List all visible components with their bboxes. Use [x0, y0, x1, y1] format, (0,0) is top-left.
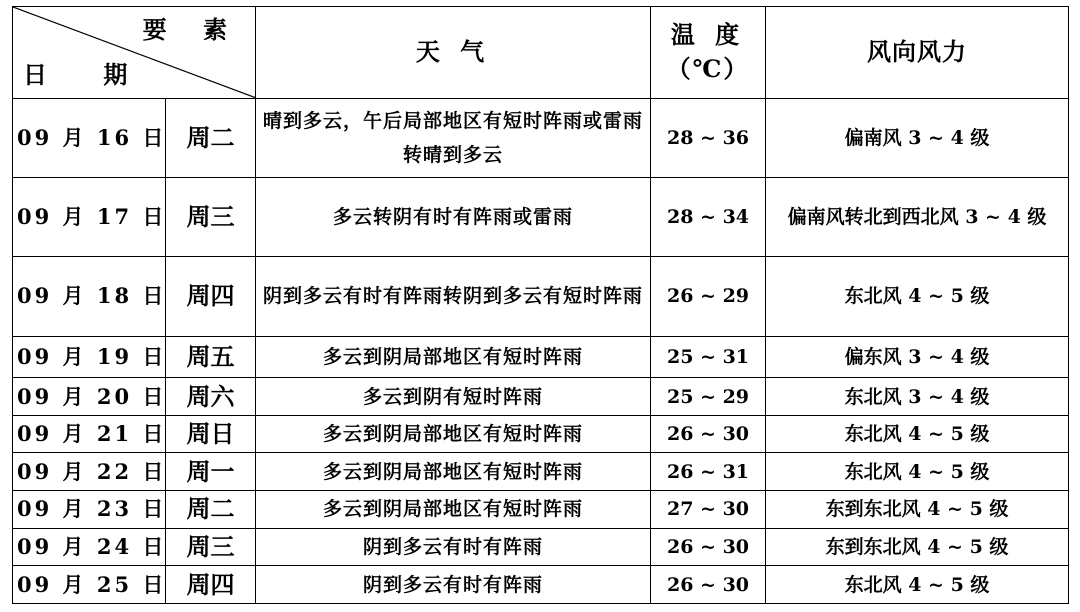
date-cell: 09 月 23 日: [13, 491, 166, 529]
table-row: [13, 378, 1069, 416]
weather-cell: 晴到多云，午后局部地区有短时阵雨或雷雨转晴到多云: [256, 98, 651, 177]
temperature-cell: 26 ~ 30: [651, 528, 766, 566]
weekday-cell: 周四: [166, 566, 256, 604]
temperature-cell: 26 ~ 29: [651, 257, 766, 336]
wind-cell: 东到东北风 4 ~ 5 级: [766, 491, 1069, 529]
table-row: [13, 528, 1069, 566]
temperature-cell: 26 ~ 31: [651, 453, 766, 491]
weather-cell: 阴到多云有时有阵雨转阴到多云有短时阵雨: [256, 257, 651, 336]
weather-cell: 多云到阴有短时阵雨: [256, 378, 651, 416]
wind-cell: 东北风 4 ~ 5 级: [766, 415, 1069, 453]
header-wind: 风向风力: [766, 7, 1069, 99]
table-row: [13, 491, 1069, 529]
date-cell: 09 月 22 日: [13, 453, 166, 491]
header-corner-cell: [13, 7, 256, 99]
wind-cell: 偏南风转北到西北风 3 ~ 4 级: [766, 177, 1069, 256]
weekday-cell: 周四: [166, 257, 256, 336]
weather-cell: 多云到阴局部地区有短时阵雨: [256, 453, 651, 491]
temperature-cell: 25 ~ 31: [651, 336, 766, 378]
wind-cell: 东北风 4 ~ 5 级: [766, 453, 1069, 491]
temperature-cell: 28 ~ 36: [651, 98, 766, 177]
table-row: [13, 177, 1069, 256]
weather-cell: 多云到阴局部地区有短时阵雨: [256, 415, 651, 453]
table-row: [13, 415, 1069, 453]
weekday-cell: 周三: [166, 177, 256, 256]
weekday-cell: 周六: [166, 378, 256, 416]
header-weather: 天 气: [256, 7, 651, 99]
temperature-cell: 26 ~ 30: [651, 415, 766, 453]
date-cell: 09 月 19 日: [13, 336, 166, 378]
temperature-cell: 26 ~ 30: [651, 566, 766, 604]
temperature-cell: 27 ~ 30: [651, 491, 766, 529]
wind-cell: 东北风 3 ~ 4 级: [766, 378, 1069, 416]
date-cell: 09 月 24 日: [13, 528, 166, 566]
header-temperature: [651, 7, 766, 99]
weather-cell: 阴到多云有时有阵雨: [256, 566, 651, 604]
wind-cell: 东北风 4 ~ 5 级: [766, 566, 1069, 604]
wind-cell: 东到东北风 4 ~ 5 级: [766, 528, 1069, 566]
date-cell: 09 月 21 日: [13, 415, 166, 453]
wind-cell: 偏东风 3 ~ 4 级: [766, 336, 1069, 378]
date-cell: 09 月 18 日: [13, 257, 166, 336]
table-row: [13, 336, 1069, 378]
temperature-cell: 25 ~ 29: [651, 378, 766, 416]
temperature-cell: 28 ~ 34: [651, 177, 766, 256]
header-row: [13, 7, 1069, 99]
weather-cell: 多云转阴有时有阵雨或雷雨: [256, 177, 651, 256]
weekday-cell: 周二: [166, 491, 256, 529]
weekday-cell: 周五: [166, 336, 256, 378]
table-row: [13, 453, 1069, 491]
table-row: [13, 257, 1069, 336]
wind-cell: 东北风 4 ~ 5 级: [766, 257, 1069, 336]
date-cell: 09 月 25 日: [13, 566, 166, 604]
weekday-cell: 周一: [166, 453, 256, 491]
date-cell: 09 月 16 日: [13, 98, 166, 177]
forecast-table: [12, 6, 1069, 604]
weather-cell: 多云到阴局部地区有短时阵雨: [256, 491, 651, 529]
date-cell: 09 月 17 日: [13, 177, 166, 256]
weather-cell: 阴到多云有时有阵雨: [256, 528, 651, 566]
table-body: [13, 7, 1069, 604]
wind-cell: 偏南风 3 ~ 4 级: [766, 98, 1069, 177]
table-row: [13, 98, 1069, 177]
weekday-cell: 周二: [166, 98, 256, 177]
header-elements-label: 要 素: [142, 15, 241, 44]
weather-cell: 多云到阴局部地区有短时阵雨: [256, 336, 651, 378]
weekday-cell: 周日: [166, 415, 256, 453]
header-temperature-unit: （℃）: [666, 54, 750, 84]
table-row: [13, 566, 1069, 604]
date-cell: 09 月 20 日: [13, 378, 166, 416]
weekday-cell: 周三: [166, 528, 256, 566]
header-temperature-label: 温 度: [670, 20, 746, 50]
header-date-label: 日 期: [23, 59, 152, 89]
